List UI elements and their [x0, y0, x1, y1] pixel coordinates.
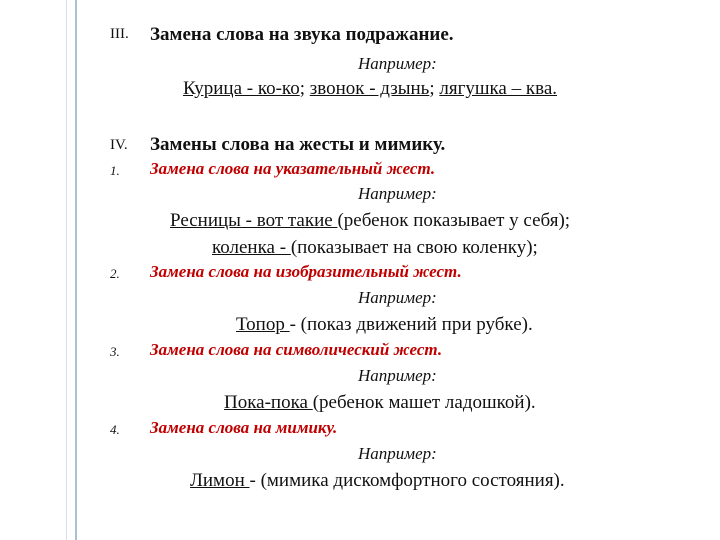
section-4-number: IV.	[110, 137, 128, 153]
separator: ;	[429, 78, 440, 99]
item-1-example-label: Например:	[358, 184, 437, 203]
example-kurica: Курица - ко-ко	[183, 78, 300, 99]
item-4-number: 4.	[110, 422, 120, 437]
item-1-number: 1.	[110, 163, 120, 178]
section-4-heading: Замены слова на жесты и мимику.	[150, 134, 446, 155]
example-limon-note: - (мимика дискомфортного состояния).	[249, 470, 565, 491]
section-3-example-label: Например:	[358, 54, 437, 73]
item-4-example-label: Например:	[358, 444, 437, 463]
item-4-title: Замена слова на мимику.	[150, 418, 338, 437]
slide-left-margin	[0, 0, 75, 540]
example-resnicy: Ресницы - вот такие	[170, 210, 338, 231]
item-2-example	[236, 314, 533, 336]
example-topor: Топор	[236, 314, 290, 335]
item-4-example	[190, 470, 565, 492]
item-1-title: Замена слова на указательный жест.	[150, 159, 436, 178]
item-3-number: 3.	[110, 344, 120, 359]
example-poka-poka-note: (ребенок машет ладошкой).	[312, 392, 536, 413]
item-3-example-label: Например:	[358, 366, 437, 385]
example-limon: Лимон	[190, 470, 250, 491]
item-3-example	[224, 392, 536, 414]
item-1-example-line-2	[212, 237, 538, 259]
item-2-title: Замена слова на изобразительный жест.	[150, 262, 462, 281]
item-1-example-line-1	[170, 210, 570, 232]
separator: ;	[299, 78, 310, 99]
slide-left-border-inner	[66, 0, 67, 540]
example-kolenka-note: (показывает на свою коленку);	[290, 237, 538, 258]
example-resnicy-note: (ребенок показывает у себя);	[337, 210, 571, 231]
item-2-number: 2.	[110, 266, 120, 281]
section-3-number: III.	[110, 26, 129, 42]
item-2-example-label: Например:	[358, 288, 437, 307]
example-topor-note: - (показ движений при рубке).	[289, 314, 533, 335]
item-3-title: Замена слова на символический жест.	[150, 340, 443, 359]
slide-left-border	[75, 0, 77, 540]
example-lyagushka: лягушка – ква.	[439, 78, 557, 99]
section-3-heading: Замена слова на звука подражание.	[150, 24, 454, 45]
section-3-example	[183, 78, 557, 100]
example-kolenka: коленка -	[212, 237, 291, 258]
example-poka-poka: Пока-пока	[224, 392, 313, 413]
example-zvonok: звонок - дзынь	[309, 78, 430, 99]
